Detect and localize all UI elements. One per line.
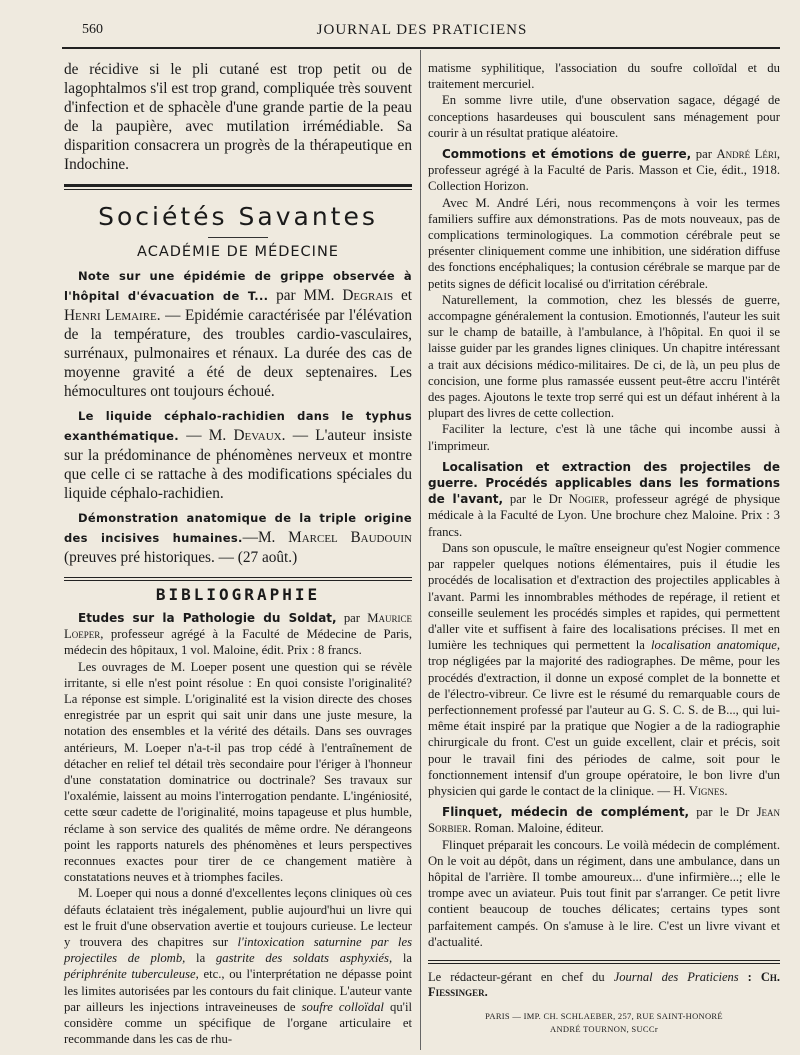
book-entry-nogier: Localisation et extraction des projectiles de guerre. Procédés applicables dans les formations de l'avant, par le Dr Nogier, professeur agrégé de physique médicale à la Faculté de Lyon. Une brochure chez Maloine. Prix : 3 francs. xyxy=(428,459,780,539)
author-name: André Léri, xyxy=(716,147,781,162)
page-number: 560 xyxy=(82,22,103,37)
note-grippe: Note sur une épidémie de grippe observée à l'hôpital d'évacuation de T... par MM. Degrais et Henri Lemaire. — Epidémie caractérisée par l'élévation de la température, des troubles cardio-vasculaires, surrénaux, pulmonaires et rénaux. La durée des cas de moyenne gravité a été de deux septenaires. Les hémocultures ont toujours échoué. xyxy=(64,269,412,400)
review-paragraph: Les ouvrages de M. Loeper posent une question qui se révèle irritante, si elle n'est point résolue : En quoi consiste l'originalité? La réponse est simple. L'originalité est la vision directe des choses enregistrée par un esprit qui sait unir dans une juste mesure, la notation des ensembles et la vérité des détails. Dans ses ouvrages antérieurs, M. Loeper n'a-t-il pas trop cédé à l'entraînement de détacher en relief tel détail très secondaire pour l'ériger à l'honneur d'une constatation dominatrice ou doctrinale? Ses travaux sur l'oxalémie, laissent au moins l'interrogation pendante. L'ingéniosité, cette sœur cadette de l'originalité, moins tapageuse et plus humble, réclame à son service des qualités de même ordre. Ne dérangeons point les rapports naturels des phénomènes et leurs perspectives reconnues exactes pour tirer de ce changement matière à constatations neuves et à triomphes faciles. xyxy=(64,659,412,885)
note-incisives: Démonstration anatomique de la triple origine des incisives humaines.—M. Marcel Baudouin (preuves pré historiques. — (27 août.) xyxy=(64,511,412,566)
author-name: Degrais xyxy=(342,287,394,304)
author-name: Devaux. xyxy=(233,427,286,444)
section-rule xyxy=(64,577,412,581)
review-paragraph: Naturellement, la commotion, chez les blessés de guerre, accompagne généralement la contusion. Emotionnés, l'auteur les suit sur le champ de bataille, à l'ambulance, à l'hôpital. En quoi il se laisse guider par les grandes lignes cliniques. Un chapitre intéressant a trait aux décisions médico-militaires. De ci, de là, un peu plus de concision, une forme plus ramassée eussent peut-être accru l'intérêt des pages. Ajoutons le texte trop serré qui est un défaut inhérent à la plupart des livres de cette collection. xyxy=(428,292,780,421)
author-name: Jean Sorbier. xyxy=(428,805,780,836)
review-paragraph: En somme livre utile, d'une observation sagace, dégagé de conceptions hasardeuses qui bousculent sans ménagement pour courir à un résultat pratique aléatoire. xyxy=(428,93,780,140)
short-rule xyxy=(208,237,268,238)
review-paragraph: Faciliter la lecture, c'est là une tâche qui incombe aussi à l'imprimeur. xyxy=(428,422,780,453)
author-name: Henri Lemaire. xyxy=(64,307,161,324)
journal-title: JOURNAL DES PRATICIENS xyxy=(316,22,528,38)
review-paragraph: Dans son opuscule, le maître enseigneur qu'est Nogier commence par rappeler quelques notions élémentaires, puis il étudie les procédés de localisation et d'extraction des projectiles applicables à l'avant. Parmi les innombrables méthodes de repérage, il retient et conseille seulement les procédés simples et rapides, qui permettent d'aller vite et suffisent à faire des localisations précises. Il met en lumière les techniques qui permettent la localisation anatomique, trop négligées par la majorité des radiographes. De même, pour les procédés d'extraction, il donne un exposé complet de la bonnette et de l'électro-vibreur. Ce livre est le résumé du remarquable cours de perfectionnement professé par l'auteur au G. S. C. S. de B..., qui lui-même était inspiré par la pratique que Nogier a de la radiographie chirurgicale du front. C'est un guide excellent, clair et précis, soit pour le travail fini des périodes de calme, soit pour le fonctionnement intensif d'un groupe opératoire, le bon livre d'un physicien qui garde le contact de la clinique. — H. Vignes. xyxy=(428,540,780,798)
book-heading: Etudes sur la Pathologie du Soldat, xyxy=(78,611,337,625)
section-title-societes: Sociétés Savantes xyxy=(98,202,378,231)
editor-line: Le rédacteur-gérant en chef du Journal des Praticiens : Ch. Fiessinger. xyxy=(428,969,780,999)
author-name: Marcel Baudouin xyxy=(288,529,412,546)
review-paragraph: M. Loeper qui nous a donné d'excellentes leçons cliniques où ces défauts éclataient très inégalement, publie aujourd'hui un livre qui est le fruit d'une observation avertie et toujours curieuse. Le lecteur y trouvera des chapitres sur l'intoxication saturnine par les projectiles de plomb, la gastrite des soldats asphyxiés, la périphrénite tuberculeuse, etc., ou l'interprétation ne dépasse point les limites autorisées par les contours du fait clinique. L'auteur vante par ailleurs les injections intraveineuses de soufre colloïdal qu'il considère comme un spécifique de l'organe articulaire et recommande dans les cas de rhu- xyxy=(64,886,413,1047)
note-heading: Note sur une épidémie de grippe observée à l'hôpital d'évacuation de T... xyxy=(64,269,412,303)
author-name: Nogier, xyxy=(568,492,609,507)
column-divider xyxy=(420,50,421,1050)
right-column xyxy=(428,60,780,1036)
book-entry-loeper: Etudes sur la Pathologie du Soldat, par Maurice Loeper, professeur agrégé à la Faculté de Médecine de Paris, médecin des hôpitaux, 1 vol. Maloine, édit. Prix : 8 francs. xyxy=(64,611,412,658)
review-paragraph: Avec M. André Léri, nous recommençons à voir les termes familiers suffire aux démonstrations. Pas de mots nouveaux, pas de complications terminologiques. La commotion cérébrale peut se présenter cliniquement comme une inhibition, une sidération diffuse des fonctions encéphaliques; la contusion cérébrale se marque par de petits signes de déficit localisé ou d'irritation cérébrale. xyxy=(428,195,780,291)
note-liquide: Le liquide céphalo-rachidien dans le typhus exanthématique. — M. Devaux. — L'auteur insiste sur la prédominance de phénomènes nerveux et montre que celle ci se rattache à des modifications spéciales du liquide céphalo-rachidien. xyxy=(64,409,413,502)
book-heading: Flinquet, médecin de complément, xyxy=(442,805,690,820)
section-rule xyxy=(64,184,412,190)
book-heading: Localisation et extraction des projectiles de guerre. Procédés applicables dans les formations de l'avant, xyxy=(428,459,780,507)
review-paragraph: matisme syphilitique, l'association du soufre colloïdal et du traitement mercuriel. xyxy=(428,61,780,92)
note-heading: Démonstration anatomique de la triple origine des incisives humaines. xyxy=(64,511,412,545)
note-heading: Le liquide céphalo-rachidien dans le typhus exanthématique. xyxy=(64,409,412,443)
left-column xyxy=(64,60,412,1047)
review-paragraph: Flinquet préparait les concours. Le voilà médecin de complément. On le voit au dépôt, dans un régiment, dans une ambulance, dans un hôpital de l'arrière. Il tombe amoureux... d'une infirmière...; elle le trompe avec un aviateur. Puis tout finit par s'arranger. Ce petit livre contient beaucoup de touches délicates; certains types sont parfaitement campés. On s'amuse à le lire. C'est un livre vivant et d'actualité. xyxy=(428,837,780,949)
page-header xyxy=(62,22,782,42)
author-name: Vignes. xyxy=(688,783,728,798)
bibliographie-title: BIBLIOGRAPHIE xyxy=(155,585,321,604)
author-name: Maurice Loeper, xyxy=(64,611,412,642)
printer-imprint: PARIS — IMP. CH. SCHLAEBER, 257, RUE SAINT-HONORÉ ANDRÉ TOURNON, SUCCr xyxy=(485,1010,723,1034)
book-heading: Commotions et émotions de guerre, xyxy=(442,147,692,162)
book-entry-leri: Commotions et émotions de guerre, par André Léri, professeur agrégé à la Faculté de Paris. Masson et Cie, édit., 1918. Collection Horizon. xyxy=(428,147,781,194)
book-entry-sorbier: Flinquet, médecin de complément, par le Dr Jean Sorbier. Roman. Maloine, éditeur. xyxy=(428,805,780,836)
intro-paragraph: de récidive si le pli cutané est trop petit ou de lagophtalmos s'il est trop grand, compliquée très souvent d'infection et de sphacèle d'une grande partie de la peau de la paupière, avec mutilation irrémédiable. Sa disparition consacrera un progrès de la thérapeutique en Indochine. xyxy=(64,61,412,173)
footer-rule xyxy=(428,960,780,964)
academie-title: ACADÉMIE DE MÉDECINE xyxy=(137,244,339,260)
header-rule xyxy=(62,47,780,49)
